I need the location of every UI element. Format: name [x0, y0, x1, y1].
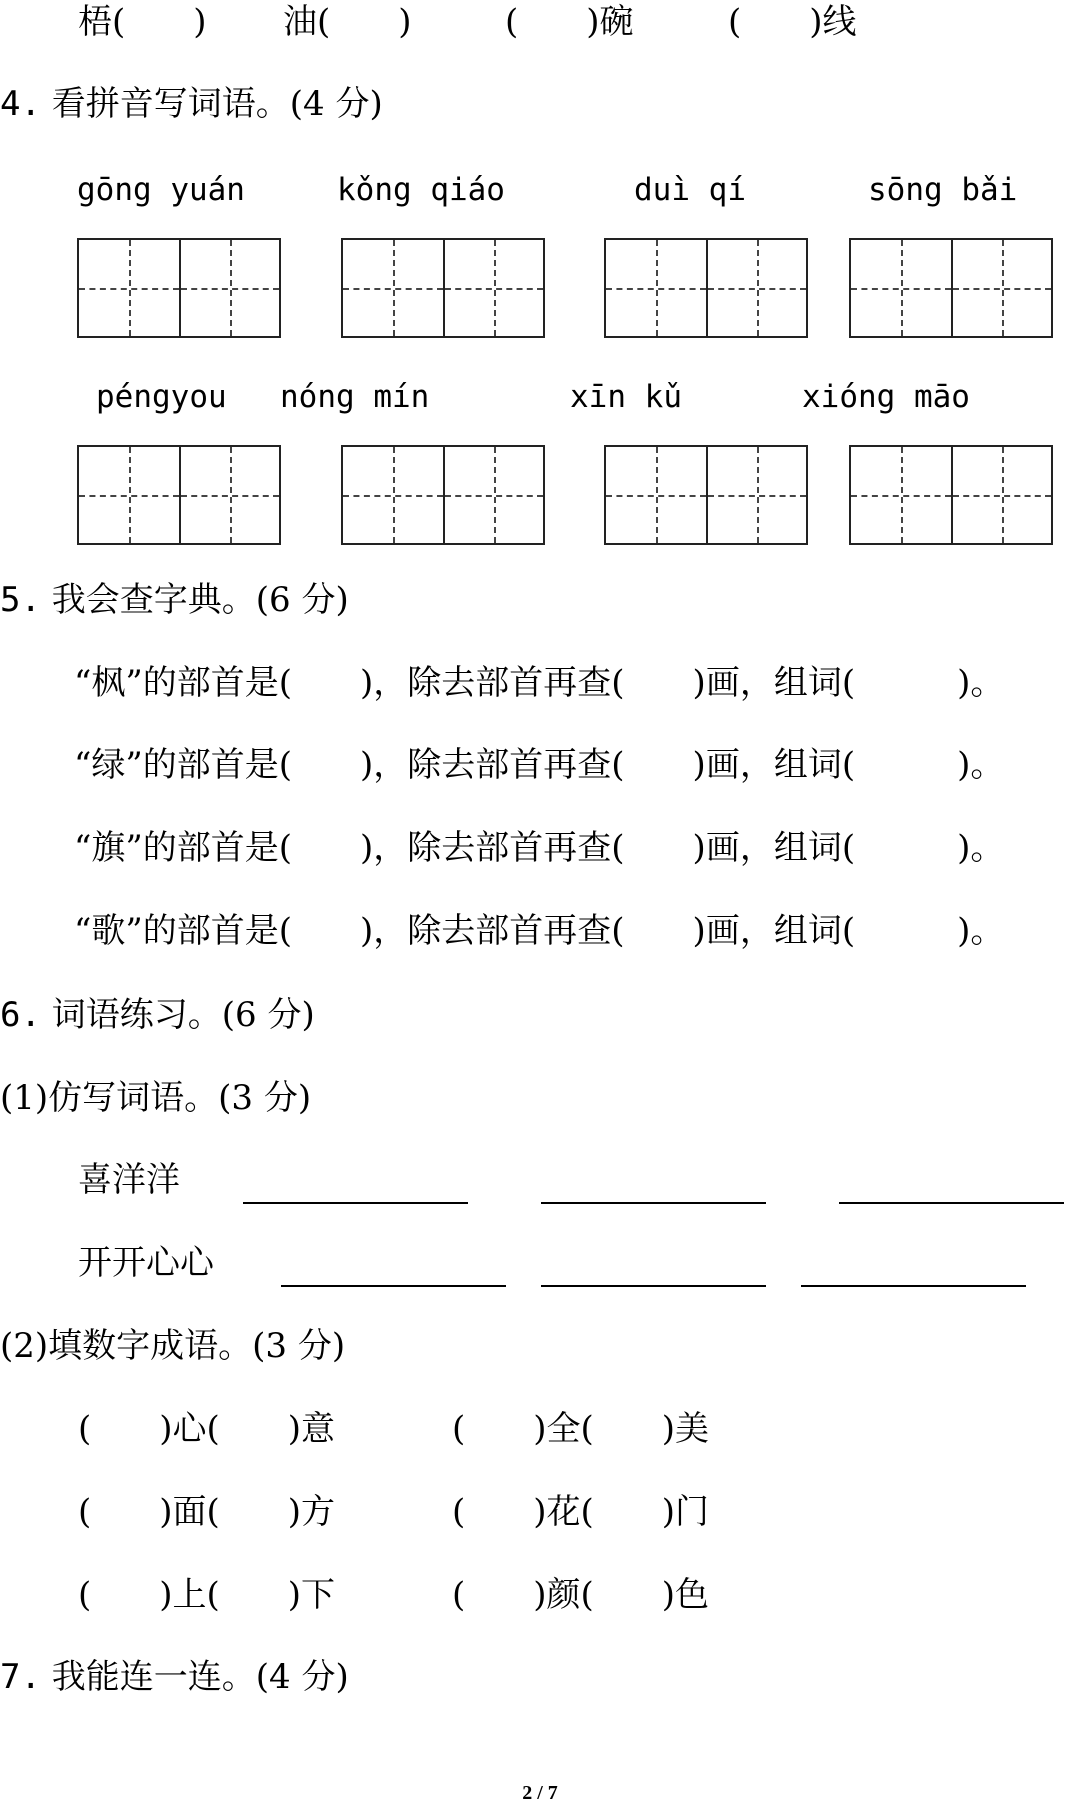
fill-item-2: 油( ) [283, 2, 412, 42]
pinyin-7: xīn kǔ [570, 379, 682, 415]
pinyin-2: kǒng qiáo [337, 172, 505, 208]
fill-item-4: ( )线 [728, 2, 857, 42]
writing-grid[interactable] [849, 238, 1053, 338]
pinyin-1: gōng yuán [77, 172, 245, 208]
writing-grid[interactable] [77, 238, 281, 338]
sample-word-1: 喜洋洋 [78, 1160, 180, 1200]
question-text: 我能连一连。(4 分) [51, 1657, 349, 1697]
subquestion-2: (2)填数字成语。(3 分) [0, 1326, 346, 1366]
fill-item-1: 梧( ) [78, 2, 207, 42]
question-number: 5. [0, 580, 41, 620]
dictionary-line-3: “旗”的部首是( )，除去部首再查( )画，组词( )。 [74, 828, 1005, 868]
pinyin-3: duì qí [634, 172, 746, 208]
writing-grid[interactable] [604, 445, 808, 545]
idiom-3: ( )面( )方 [78, 1492, 336, 1532]
answer-blank[interactable] [281, 1253, 506, 1287]
idiom-5: ( )上( )下 [78, 1575, 336, 1615]
subquestion-1: (1)仿写词语。(3 分) [0, 1078, 312, 1118]
dictionary-line-4: “歌”的部首是( )，除去部首再查( )画，组词( )。 [74, 911, 1005, 951]
idiom-2: ( )全( )美 [452, 1409, 710, 1449]
answer-blank[interactable] [243, 1170, 468, 1204]
dictionary-line-1: “枫”的部首是( )，除去部首再查( )画，组词( )。 [74, 663, 1005, 703]
sample-word-2: 开开心心 [78, 1243, 214, 1283]
question-text: 词语练习。(6 分) [51, 995, 315, 1035]
pinyin-6: nóng mín [280, 379, 430, 415]
dictionary-line-2: “绿”的部首是( )，除去部首再查( )画，组词( )。 [74, 745, 1005, 785]
writing-grid[interactable] [341, 445, 545, 545]
answer-blank[interactable] [541, 1170, 766, 1204]
question-number: 6. [0, 995, 41, 1035]
question-number: 4. [0, 84, 41, 124]
answer-blank[interactable] [801, 1253, 1026, 1287]
writing-grid[interactable] [604, 238, 808, 338]
question-5-heading [0, 580, 349, 620]
fill-item-3: ( )碗 [505, 2, 634, 42]
page-number: 2 / 7 [522, 1782, 558, 1804]
answer-blank[interactable] [839, 1170, 1064, 1204]
writing-grid[interactable] [341, 238, 545, 338]
question-text: 看拼音写词语。(4 分) [51, 84, 383, 124]
idiom-6: ( )颜( )色 [452, 1575, 710, 1615]
writing-grid[interactable] [77, 445, 281, 545]
question-7-heading [0, 1657, 349, 1697]
question-number: 7. [0, 1657, 41, 1697]
pinyin-4: sōng bǎi [868, 172, 1018, 208]
idiom-1: ( )心( )意 [78, 1409, 336, 1449]
answer-blank[interactable] [541, 1253, 766, 1287]
pinyin-8: xióng māo [802, 379, 970, 415]
pinyin-5: péngyou [96, 379, 227, 415]
writing-grid[interactable] [849, 445, 1053, 545]
question-6-heading [0, 995, 315, 1035]
idiom-4: ( )花( )门 [452, 1492, 710, 1532]
question-text: 我会查字典。(6 分) [51, 580, 349, 620]
question-4-heading [0, 84, 383, 124]
